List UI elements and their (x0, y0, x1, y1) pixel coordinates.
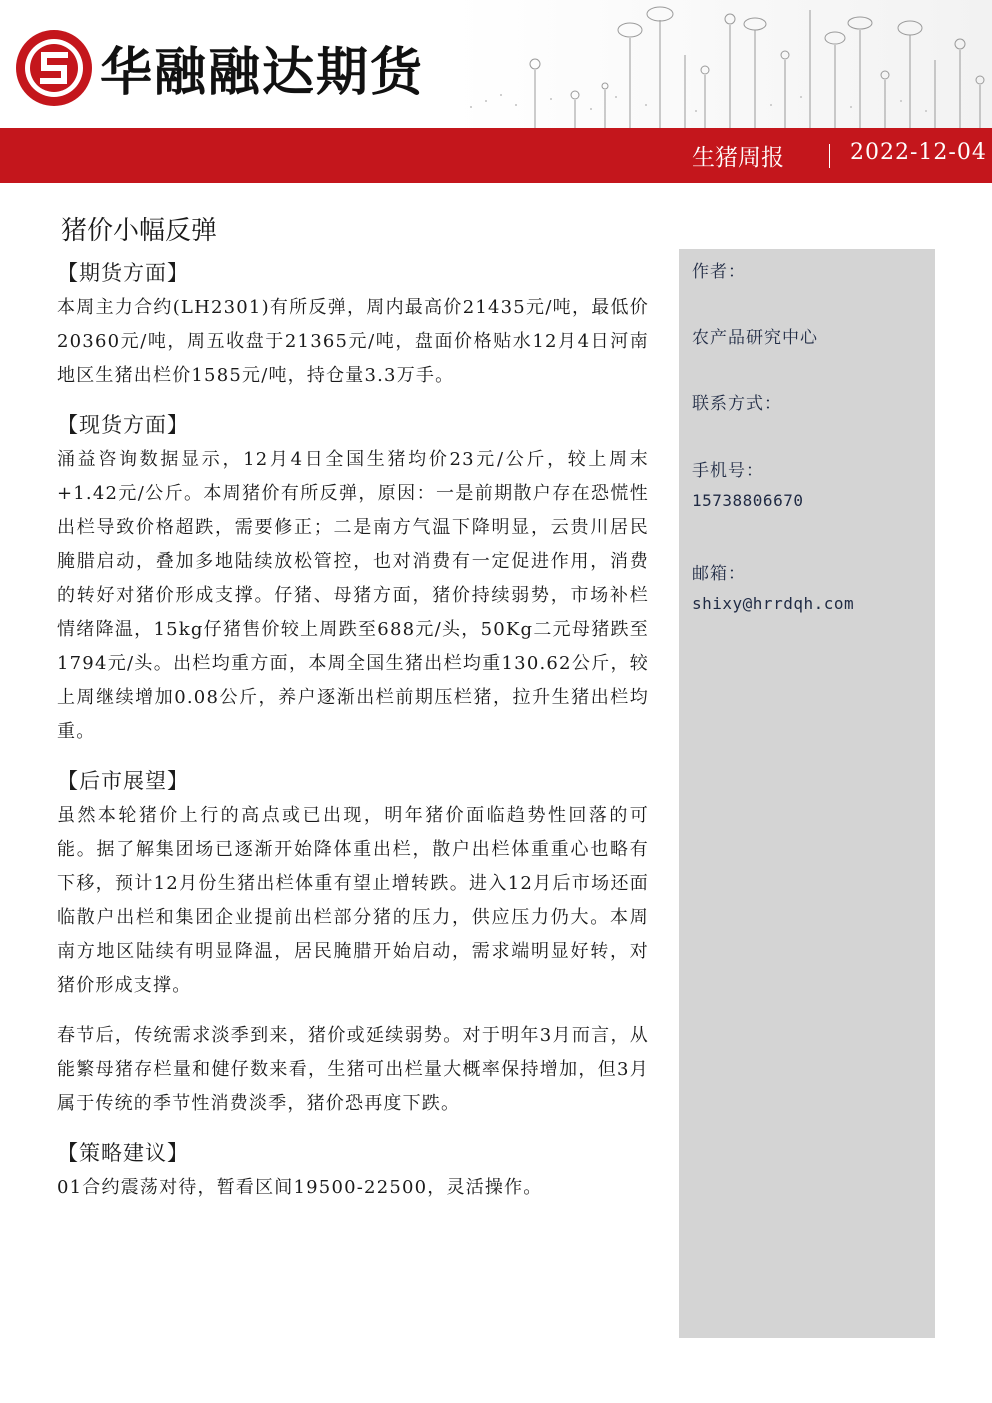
company-logo-icon (14, 28, 94, 108)
report-header (0, 0, 992, 183)
email-label: 邮箱： (692, 564, 746, 584)
author-name: 农产品研究中心 (692, 328, 818, 348)
paragraph: 春节后，传统需求淡季到来，猪价或延续弱势。对于明年3月而言，从能繁母猪存栏量和健仔数来看，生猪可出栏量大概率保持增加，但3月属于传统的季节性消费淡季，猪价恐再度下跌。 (57, 1025, 649, 1114)
author-label: 作者： (692, 262, 746, 282)
paragraph: 涌益咨询数据显示，12月4日全国生猪均价23元/公斤，较上周末+1.42元/公斤。本周猪价有所反弹，原因：一是前期散户存在恐慌性出栏导致价格超跌，需要修正；二是南方气温下降明显，云贵川居民腌腊启动，叠加多地陆续放松管控，也对消费有一定促进作用，消费的转好对猪价形成支撑。仔猪、母猪方面，猪价持续弱势，市场补栏情绪降温，15kg仔猪售价较上周跌至688元/头，50Kg二元母猪跌至1794元/头。出栏均重方面，本周全国生猪出栏均重130.62公斤，较上周继续增加0.08公斤，养户逐渐出栏前期压栏猪，拉升生猪出栏均重。 (57, 449, 649, 742)
paragraph: 01合约震荡对待，暂看区间19500-22500，灵活操作。 (57, 1177, 543, 1198)
section-heading: 【策略建议】 (57, 1141, 189, 1165)
outlook-section (57, 765, 649, 1121)
header-band (0, 128, 992, 183)
section-heading: 【后市展望】 (57, 769, 189, 793)
report-title: 猪价小幅反弹 (61, 216, 218, 246)
report-date: 2022-12-04 (850, 140, 987, 165)
decorative-pattern (455, 0, 992, 128)
strategy-section (57, 1137, 649, 1205)
contact-label: 联系方式： (692, 394, 782, 414)
main-content (57, 205, 649, 1209)
paragraph: 虽然本轮猪价上行的高点或已出现，明年猪价面临趋势性回落的可能。据了解集团场已逐渐开始降体重出栏，散户出栏体重重心也略有下移，预计12月份生猪出栏体重有望止增转跌。进入12月后市场还面临散户出栏和集团企业提前出栏部分猪的压力，供应压力仍大。本周南方地区陆续有明显降温，居民腌腊开始启动，需求端明显好转，对猪价形成支撑。 (57, 805, 649, 996)
spot-section (57, 409, 649, 749)
email-address[interactable]: shixy@hrrdqh.com (692, 594, 855, 613)
section-heading: 【现货方面】 (57, 413, 189, 437)
report-type: 生猪周报 (692, 145, 784, 171)
futures-section (57, 257, 649, 393)
section-heading: 【期货方面】 (57, 261, 189, 285)
author-sidebar (679, 249, 935, 1338)
brand-name: 华融融达期货 (100, 43, 425, 103)
phone-number: 15738806670 (692, 491, 804, 510)
header-divider (829, 144, 830, 168)
paragraph: 本周主力合约(LH2301)有所反弹，周内最高价21435元/吨，最低价20360元/吨，周五收盘于21365元/吨，盘面价格贴水12月4日河南地区生猪出栏价1585元/吨，持仓量3.3万手。 (57, 297, 649, 386)
phone-label: 手机号： (692, 461, 764, 481)
